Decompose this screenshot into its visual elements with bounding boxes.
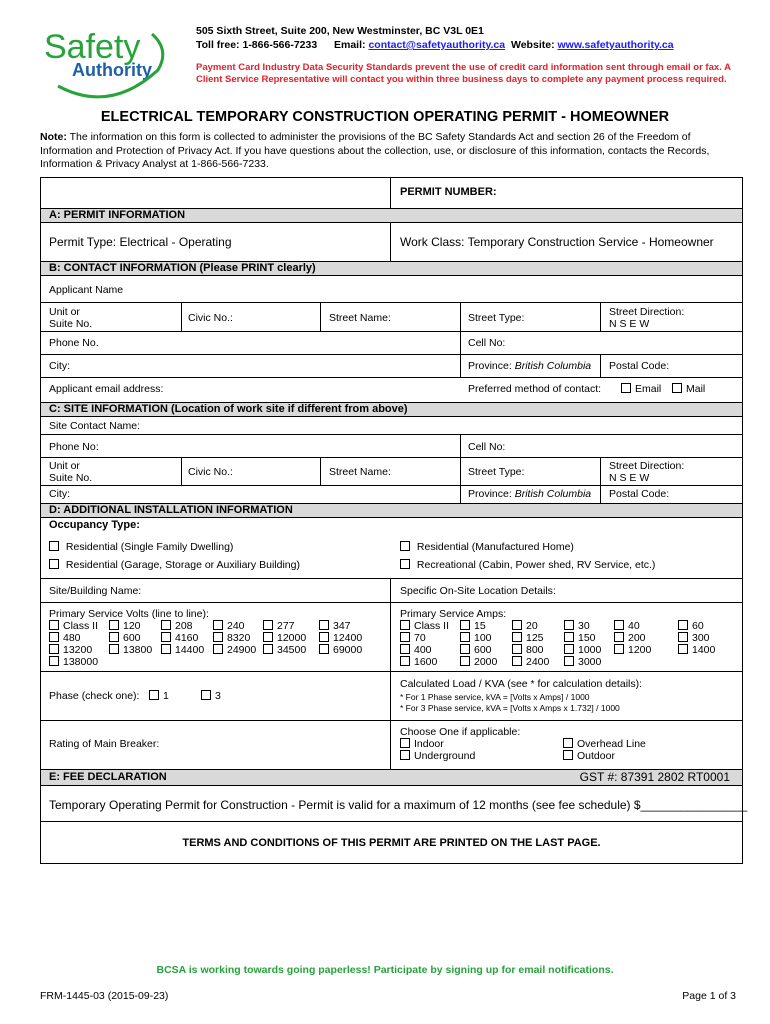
volts-option[interactable] <box>263 620 295 633</box>
checkbox-icon[interactable] <box>49 656 59 666</box>
amps-option[interactable] <box>512 656 549 669</box>
section-d-heading: D: ADDITIONAL INSTALLATION INFORMATION <box>49 504 293 516</box>
email-link[interactable]: contact@safetyauthority.ca <box>368 39 506 51</box>
phone-field[interactable]: Phone No. <box>49 337 99 349</box>
occupancy-option-label: Recreational (Cabin, Power shed, RV Service, etc.) <box>416 559 656 571</box>
amps-option-label: 600 <box>474 644 492 656</box>
occupancy-option[interactable] <box>400 559 655 571</box>
calculated-load-field[interactable]: Calculated Load / KVA (see * for calculation details): <box>400 678 643 690</box>
site-province-label: Province: <box>468 488 512 500</box>
amps-option[interactable] <box>460 632 492 645</box>
terms-notice: TERMS AND CONDITIONS OF THIS PERMIT ARE PRINTED ON THE LAST PAGE. <box>182 837 601 849</box>
province-value: British Columbia <box>514 360 592 372</box>
checkbox-icon[interactable] <box>400 656 410 666</box>
checkbox-icon[interactable] <box>400 620 410 630</box>
logo-text-safety: Safety <box>44 28 141 66</box>
website-contact <box>511 39 674 51</box>
checkbox-icon[interactable] <box>213 644 223 654</box>
volts-option[interactable] <box>263 632 306 645</box>
contact-mail-option[interactable] <box>672 383 705 395</box>
site-building-name-field[interactable]: Site/Building Name: <box>49 585 142 597</box>
volts-label: Primary Service Volts (line to line): <box>49 608 209 620</box>
amps-option-label: 1400 <box>692 644 716 656</box>
checkbox-icon[interactable] <box>460 620 470 630</box>
checkbox-icon[interactable] <box>564 632 574 642</box>
checkbox-icon[interactable] <box>319 632 329 642</box>
checkbox-icon[interactable] <box>614 644 624 654</box>
checkbox-icon[interactable] <box>109 644 119 654</box>
location-option-label: Overhead Line <box>577 738 646 750</box>
checkbox-icon[interactable] <box>213 620 223 630</box>
location-option-label: Indoor <box>414 738 444 750</box>
amps-option[interactable] <box>564 620 590 633</box>
occupancy-option[interactable] <box>49 541 233 553</box>
choose-one-label: Choose One if applicable: <box>400 726 521 738</box>
volts-options <box>49 620 389 670</box>
checkbox-icon[interactable] <box>161 620 171 630</box>
amps-option[interactable] <box>564 644 601 657</box>
checkbox-icon[interactable] <box>621 383 631 393</box>
checkbox-icon[interactable] <box>49 559 59 569</box>
applicant-email-field[interactable]: Applicant email address: <box>49 383 164 395</box>
logo-text-authority: Authority <box>72 60 152 80</box>
volts-option[interactable] <box>319 620 351 633</box>
checkbox-icon[interactable] <box>460 644 470 654</box>
occupancy-option-label: Residential (Single Family Dwelling) <box>65 541 234 553</box>
checkbox-icon[interactable] <box>263 632 273 642</box>
volts-option-label: 14400 <box>175 644 205 656</box>
paperless-notice: BCSA is working towards going paperless! Participate by signing up for email notifications. <box>156 964 614 976</box>
phase-option-label: 1 <box>163 690 169 702</box>
amps-option[interactable] <box>614 632 646 645</box>
volts-option-label: 138000 <box>63 656 99 668</box>
amps-option[interactable] <box>400 620 449 633</box>
amps-option[interactable] <box>512 644 544 657</box>
amps-option-label: 200 <box>628 632 646 644</box>
privacy-note <box>40 131 740 172</box>
volts-option-label: 4160 <box>175 632 199 644</box>
volts-option-label: 480 <box>63 632 81 644</box>
civic-number-field[interactable]: Civic No.: <box>188 312 233 324</box>
postal-code-field[interactable]: Postal Code: <box>609 360 670 372</box>
cell-field[interactable]: Cell No: <box>468 337 506 349</box>
note-label: Note: <box>40 131 67 143</box>
site-civic-field[interactable]: Civic No.: <box>188 466 233 478</box>
location-option-label: Outdoor <box>577 750 615 762</box>
checkbox-icon[interactable] <box>49 541 59 551</box>
amps-option[interactable] <box>614 620 640 633</box>
checkbox-icon[interactable] <box>400 644 410 654</box>
website-label: Website: <box>511 39 555 51</box>
amps-option-label: Class II <box>414 620 450 632</box>
location-option-overhead[interactable] <box>563 738 646 750</box>
volts-option[interactable] <box>319 632 362 645</box>
checkbox-icon[interactable] <box>564 620 574 630</box>
amps-option[interactable] <box>512 620 538 633</box>
site-cell-field[interactable]: Cell No: <box>468 441 506 453</box>
volts-option[interactable] <box>161 644 204 657</box>
location-option-label: Underground <box>414 750 476 762</box>
section-b-heading: B: CONTACT INFORMATION (Please PRINT clearly) <box>49 262 316 274</box>
load-formula-3: * For 3 Phase service, kVA = [Volts x Amps x 1.732] / 1000 <box>400 703 620 713</box>
amps-option[interactable] <box>512 632 544 645</box>
amps-option[interactable] <box>400 656 437 669</box>
amps-option-label: 400 <box>414 644 432 656</box>
checkbox-icon[interactable] <box>512 632 522 642</box>
checkbox-icon[interactable] <box>149 690 159 700</box>
safety-authority-logo <box>40 22 190 104</box>
amps-option-label: 800 <box>526 644 544 656</box>
volts-option-label: 240 <box>227 620 245 632</box>
address-line: 505 Sixth Street, Suite 200, New Westminster, BC V3L 0E1 <box>196 25 484 37</box>
amps-option-label: 300 <box>692 632 710 644</box>
site-postal-field[interactable]: Postal Code: <box>609 488 670 500</box>
permit-form <box>40 177 748 864</box>
amps-option[interactable] <box>564 632 596 645</box>
checkbox-icon[interactable] <box>512 620 522 630</box>
permit-number-label: PERMIT NUMBER: <box>400 186 497 198</box>
checkbox-icon[interactable] <box>263 620 273 630</box>
site-unit-label: Unit or <box>49 460 80 472</box>
amps-label: Primary Service Amps: <box>400 608 507 620</box>
email-label: Email: <box>334 39 366 51</box>
checkbox-icon[interactable] <box>563 738 573 748</box>
checkbox-icon[interactable] <box>109 620 119 630</box>
gst-number: GST #: 87391 2802 RT0001 <box>579 770 730 784</box>
volts-option[interactable] <box>49 644 92 657</box>
volts-option-label: 12400 <box>333 632 363 644</box>
work-class: Work Class: Temporary Construction Service - Homeowner <box>400 235 714 249</box>
volts-option[interactable] <box>263 644 306 657</box>
phase-option-1[interactable] <box>149 690 169 702</box>
amps-option[interactable] <box>564 656 601 669</box>
amps-option-label: 1600 <box>414 656 438 668</box>
volts-option-label: Class II <box>63 620 99 632</box>
amps-option-label: 2400 <box>526 656 550 668</box>
volts-option[interactable] <box>49 620 98 633</box>
checkbox-icon[interactable] <box>614 632 624 642</box>
street-direction-options[interactable]: N S E W <box>609 318 650 330</box>
amps-option-label: 30 <box>578 620 590 632</box>
checkbox-icon[interactable] <box>678 632 688 642</box>
volts-option[interactable] <box>109 644 152 657</box>
applicant-name-field[interactable]: Applicant Name <box>49 284 124 296</box>
volts-option[interactable] <box>49 632 81 645</box>
pci-notice: Payment Card Industry Data Security Standards prevent the use of credit card information sent through email or fax. A Client Service Representative will contact you within three business days to complete any payment process required. <box>196 62 731 85</box>
specific-location-field[interactable]: Specific On-Site Location Details: <box>400 585 556 597</box>
checkbox-icon[interactable] <box>512 644 522 654</box>
amps-option-label: 1200 <box>628 644 652 656</box>
checkbox-icon[interactable] <box>614 620 624 630</box>
volts-option-label: 13200 <box>63 644 93 656</box>
volts-option-label: 24900 <box>227 644 257 656</box>
email-contact <box>334 39 505 51</box>
volts-option[interactable] <box>109 620 141 633</box>
checkbox-icon[interactable] <box>564 644 574 654</box>
amps-option[interactable] <box>460 644 492 657</box>
amps-option-label: 20 <box>526 620 538 632</box>
volts-option[interactable] <box>109 632 141 645</box>
checkbox-icon[interactable] <box>400 559 410 569</box>
amps-option[interactable] <box>460 620 486 633</box>
volts-option-label: 13800 <box>123 644 153 656</box>
occupancy-option-label: Residential (Manufactured Home) <box>416 541 574 553</box>
volts-option[interactable] <box>319 644 362 657</box>
province-label: Province: <box>468 360 512 372</box>
main-breaker-field[interactable]: Rating of Main Breaker: <box>49 738 160 750</box>
checkbox-icon[interactable] <box>201 690 211 700</box>
checkbox-icon[interactable] <box>678 620 688 630</box>
checkbox-icon[interactable] <box>460 632 470 642</box>
checkbox-icon[interactable] <box>161 644 171 654</box>
volts-option[interactable] <box>161 620 193 633</box>
amps-option[interactable] <box>400 644 432 657</box>
city-field[interactable]: City: <box>49 360 70 372</box>
amps-option-label: 3000 <box>578 656 602 668</box>
checkbox-icon[interactable] <box>512 656 522 666</box>
site-province-field <box>468 488 591 500</box>
permit-type: Permit Type: Electrical - Operating <box>49 235 232 249</box>
amps-option[interactable] <box>678 620 704 633</box>
province-field <box>468 360 591 372</box>
section-a-heading: A: PERMIT INFORMATION <box>49 209 186 221</box>
site-street-direction-label: Street Direction: <box>609 460 685 472</box>
amps-option-label: 1000 <box>578 644 602 656</box>
volts-option-label: 8320 <box>227 632 251 644</box>
volts-option-label: 208 <box>175 620 193 632</box>
phase-option-3[interactable] <box>201 690 221 702</box>
tollfree-line: Toll free: 1-866-566-7233 <box>196 39 318 51</box>
contact-mail-label: Mail <box>686 383 706 395</box>
website-link[interactable]: www.safetyauthority.ca <box>557 39 674 51</box>
load-formula-1: * For 1 Phase service, kVA = [Volts x Amps] / 1000 <box>400 692 590 702</box>
suite-label: Suite No. <box>49 318 93 330</box>
contact-email-option[interactable] <box>621 383 661 395</box>
preferred-contact-label: Preferred method of contact: <box>468 383 602 395</box>
volts-option[interactable] <box>213 620 245 633</box>
note-text: The information on this form is collected to administer the provisions of the BC Safety Standards Act and section 26 of the Freedom of Information and Protection of Privacy Act. If you have questions about the collection, use, or disclosure of this information, contacts the Records, Information & Privacy Analyst at 1-866-566-7233. <box>40 131 710 170</box>
checkbox-icon[interactable] <box>678 644 688 654</box>
checkbox-icon[interactable] <box>319 644 329 654</box>
amps-option-label: 125 <box>526 632 544 644</box>
location-option-underground[interactable] <box>400 750 475 762</box>
contact-email-label: Email <box>635 383 662 395</box>
volts-option-label: 600 <box>123 632 141 644</box>
checkbox-icon[interactable] <box>672 383 682 393</box>
site-phone-field[interactable]: Phone No: <box>49 441 99 453</box>
phase-label: Phase (check one): <box>49 690 140 702</box>
volts-option[interactable] <box>49 656 98 669</box>
checkbox-icon[interactable] <box>109 632 119 642</box>
volts-option-label: 34500 <box>277 644 307 656</box>
volts-option-label: 120 <box>123 620 141 632</box>
volts-option-label: 12000 <box>277 632 307 644</box>
site-province-value: British Columbia <box>514 488 592 500</box>
amps-option-label: 60 <box>692 620 704 632</box>
site-street-name-field[interactable]: Street Name: <box>329 466 391 478</box>
amps-option[interactable] <box>460 656 497 669</box>
amps-option-label: 40 <box>628 620 640 632</box>
checkbox-icon[interactable] <box>161 632 171 642</box>
amps-option-label: 150 <box>578 632 596 644</box>
amps-option[interactable] <box>678 644 715 657</box>
checkbox-icon[interactable] <box>400 632 410 642</box>
volts-option-label: 277 <box>277 620 295 632</box>
occupancy-option[interactable] <box>49 559 300 571</box>
checkbox-icon[interactable] <box>563 750 573 760</box>
page-number: Page 1 of 3 <box>682 990 736 1002</box>
occupancy-option-label: Residential (Garage, Storage or Auxiliary Building) <box>65 559 300 571</box>
section-e-heading: E: FEE DECLARATION <box>49 771 167 783</box>
location-option-outdoor[interactable] <box>563 750 615 762</box>
checkbox-icon[interactable] <box>263 644 273 654</box>
amps-option[interactable] <box>614 644 651 657</box>
occupancy-option[interactable] <box>400 541 574 553</box>
fee-declaration-field[interactable]: Temporary Operating Permit for Construction - Permit is valid for a maximum of 12 months (see fee schedule) $________________ <box>49 798 748 812</box>
section-c-heading: C: SITE INFORMATION (Location of work site if different from above) <box>49 403 408 415</box>
page-title: ELECTRICAL TEMPORARY CONSTRUCTION OPERATING PERMIT - HOMEOWNER <box>100 109 670 125</box>
checkbox-icon[interactable] <box>400 541 410 551</box>
phase-option-label: 3 <box>215 690 221 702</box>
site-contact-field[interactable]: Site Contact Name: <box>49 420 141 432</box>
checkbox-icon[interactable] <box>49 632 59 642</box>
volts-option-label: 69000 <box>333 644 363 656</box>
amps-option-label: 70 <box>414 632 426 644</box>
checkbox-icon[interactable] <box>49 620 59 630</box>
street-type-field[interactable]: Street Type: <box>468 312 525 324</box>
amps-option-label: 2000 <box>474 656 498 668</box>
checkbox-icon[interactable] <box>460 656 470 666</box>
site-street-type-field[interactable]: Street Type: <box>468 466 525 478</box>
volts-option[interactable] <box>161 632 198 645</box>
checkbox-icon[interactable] <box>400 750 410 760</box>
volts-option-label: 347 <box>333 620 351 632</box>
checkbox-icon[interactable] <box>400 738 410 748</box>
site-suite-label: Suite No. <box>49 472 93 484</box>
street-name-field[interactable]: Street Name: <box>329 312 391 324</box>
amps-options <box>400 620 740 670</box>
occupancy-type-label: Occupancy Type: <box>49 519 140 531</box>
site-city-field[interactable]: City: <box>49 488 70 500</box>
amps-option[interactable] <box>400 632 426 645</box>
amps-option-label: 15 <box>474 620 486 632</box>
volts-option[interactable] <box>213 644 256 657</box>
checkbox-icon[interactable] <box>49 644 59 654</box>
form-number: FRM-1445-03 (2015-09-23) <box>40 990 169 1002</box>
checkbox-icon[interactable] <box>213 632 223 642</box>
street-direction-label: Street Direction: <box>609 306 685 318</box>
amps-option[interactable] <box>678 632 710 645</box>
site-street-direction-options[interactable]: N S E W <box>609 472 650 484</box>
checkbox-icon[interactable] <box>564 656 574 666</box>
location-option-indoor[interactable] <box>400 738 444 750</box>
amps-option-label: 100 <box>474 632 492 644</box>
volts-option[interactable] <box>213 632 250 645</box>
unit-label: Unit or <box>49 306 80 318</box>
checkbox-icon[interactable] <box>319 620 329 630</box>
